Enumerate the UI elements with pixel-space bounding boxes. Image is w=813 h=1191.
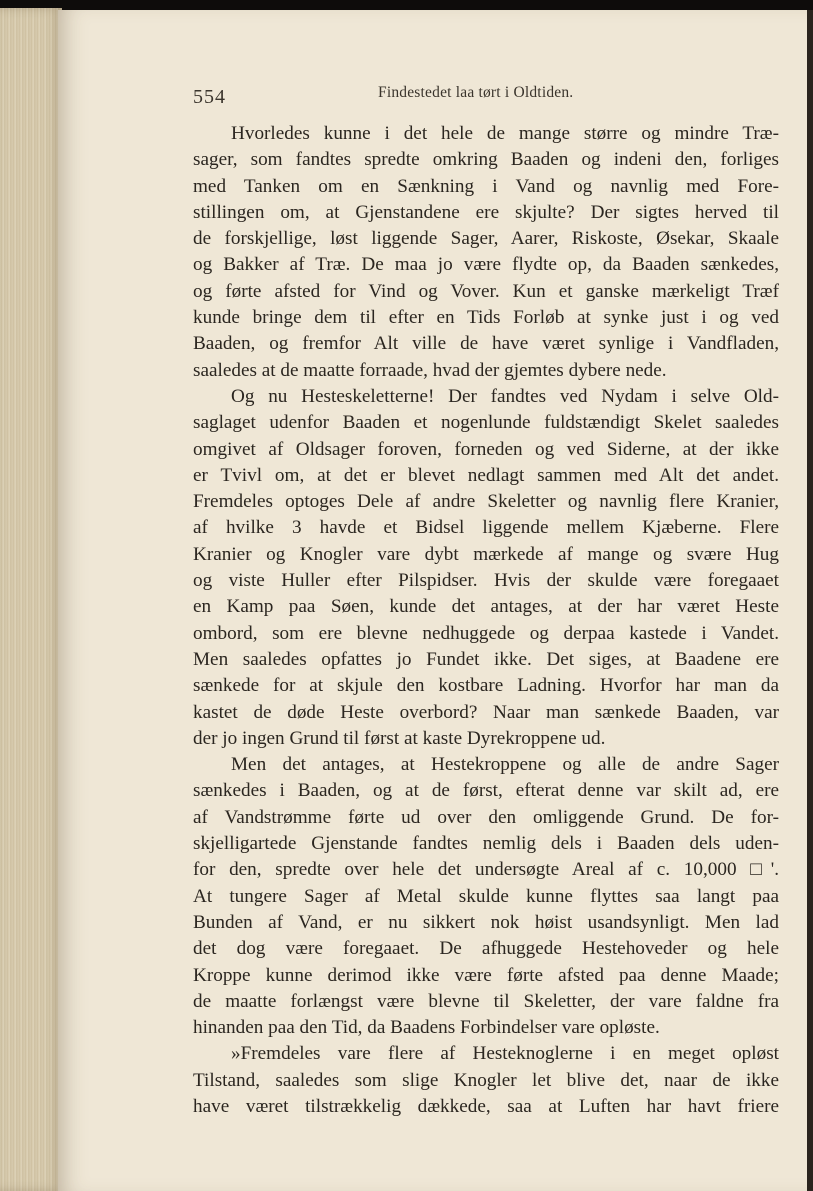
page-number: 554: [193, 86, 226, 108]
text-line: »Fremdeles vare flere af Hesteknoglerne i en meget opløst: [231, 1043, 779, 1065]
text-line: og førte afsted for Vind og Vover. Kun et ganske mærkeligt Træf: [193, 280, 779, 302]
text-line: og Bakker af Træ. De maa jo være flydte op, da Baaden sænkedes,: [193, 254, 779, 276]
text-line: kastet de døde Heste overbord? Naar man sænkede Baaden, var: [193, 701, 779, 723]
text-line: Og nu Hesteskeletterne! Der fandtes ved Nydam i selve Old-: [231, 385, 779, 407]
text-line: de forskjellige, løst liggende Sager, Aarer, Riskoste, Øsekar, Skaale: [193, 228, 779, 250]
text-line: kunde bringe dem til efter en Tids Forløb at synke just i og ved: [193, 307, 779, 329]
text-line: sager, som fandtes spredte omkring Baaden og indeni den, forliges: [193, 149, 779, 171]
text-line: der jo ingen Grund til først at kaste Dyrekroppene ud.: [193, 727, 606, 749]
text-line: Hvorledes kunne i det hele de mange større og mindre Træ-: [231, 123, 779, 144]
text-line: er Tvivl om, at det er blevet nedlagt sammen med Alt det andet.: [193, 464, 779, 486]
text-line: og viste Huller efter Pilspidser. Hvis der skulde være foregaaet: [193, 570, 779, 592]
text-line: for den, spredte over hele det undersøgte Areal af c. 10,000 □'.: [193, 859, 779, 881]
text-line: At tungere Sager af Metal skulde kunne flyttes saa langt paa: [193, 885, 779, 907]
text-line: saaledes at de maatte forraade, hvad der gjemtes dybere nede.: [193, 359, 667, 381]
text-line: Baaden, og fremfor Alt ville de have været synlige i Vandfladen,: [193, 333, 779, 355]
text-line: sænkedes i Baaden, og at de først, efterat denne var skilt ad, ere: [193, 780, 779, 802]
body-text: [193, 121, 779, 1120]
text-line: de maatte forlængst være blevne til Skeletter, der vare faldne fra: [193, 990, 779, 1012]
text-line: skjelligartede Gjenstande fandtes nemlig dels i Baaden dels uden-: [193, 833, 779, 855]
text-line: en Kamp paa Søen, kunde det antages, at der har været Heste: [193, 596, 779, 618]
text-line: omgivet af Oldsager foroven, forneden og ved Siderne, at der ikke: [193, 438, 779, 460]
text-line: af Vandstrømme førte ud over den omliggende Grund. De for-: [193, 806, 779, 828]
scan-right-border: [807, 10, 813, 1191]
text-line: Bunden af Vand, er nu sikkert nok høist usandsynligt. Men lad: [193, 911, 779, 933]
text-line: have været tilstrækkelig dækkede, saa at Luften har havt friere: [193, 1095, 779, 1117]
text-line: med Tanken om en Sænkning i Vand og navnlig med Fore-: [193, 175, 779, 197]
text-line: saglaget udenfor Baaden et nogenlunde fuldstændigt Skelet saaledes: [193, 412, 779, 434]
text-line: ombord, som ere blevne nedhuggede og derpaa kastede i Vandet.: [193, 622, 779, 644]
text-line: Fremdeles optoges Dele af andre Skeletter og navnlig flere Kranier,: [193, 491, 779, 513]
text-line: Kroppe kunne derimod ikke være førte afsted paa denne Maade;: [193, 964, 779, 986]
text-line: af hvilke 3 havde et Bidsel liggende mellem Kjæberne. Flere: [193, 517, 779, 539]
text-line: Men det antages, at Hestekroppene og alle de andre Sager: [231, 754, 779, 776]
running-head: Findestedet laa tørt i Oldtiden.: [378, 84, 574, 101]
book-page-edges: [0, 8, 62, 1191]
text-line: Kranier og Knogler vare dybt mærkede af mange og svære Hug: [193, 543, 779, 565]
text-line: sænkede for at skjule den kostbare Ladning. Hvorfor har man da: [193, 675, 779, 697]
text-line: det dog være foregaaet. De afhuggede Hestehoveder og hele: [193, 938, 779, 960]
text-line: Tilstand, saaledes som slige Knogler let blive det, naar de ikke: [193, 1069, 779, 1091]
text-line: hinanden paa den Tid, da Baadens Forbindelser vare opløste.: [193, 1017, 660, 1039]
text-line: stillingen om, at Gjenstandene ere skjulte? Der sigtes herved til: [193, 201, 779, 223]
text-line: Men saaledes opfattes jo Fundet ikke. Det siges, at Baadene ere: [193, 648, 779, 670]
